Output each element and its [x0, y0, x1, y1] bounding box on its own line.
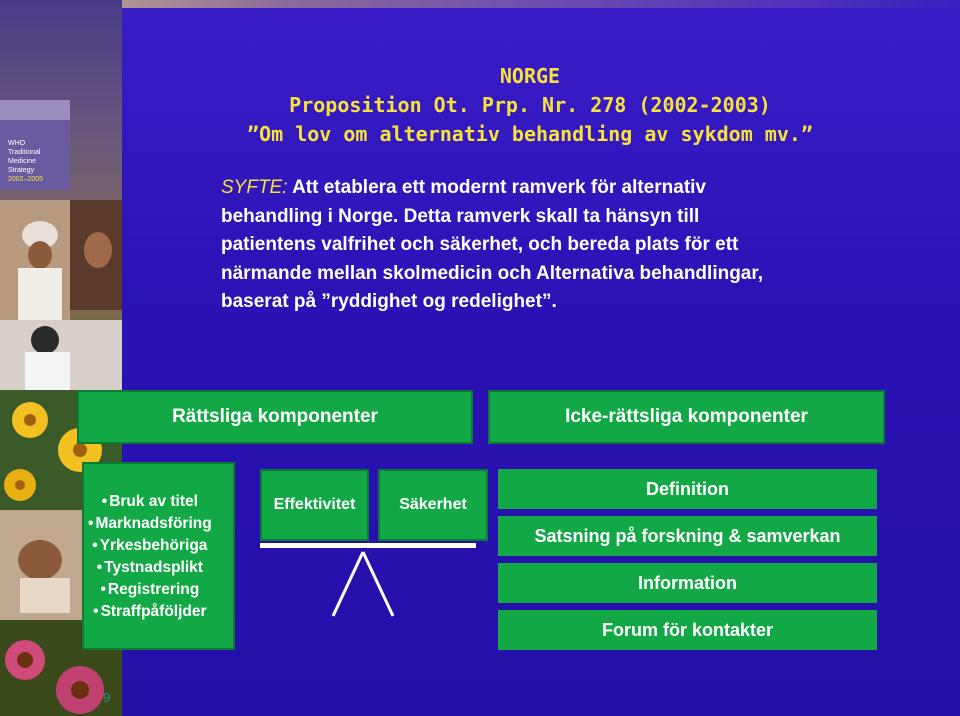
list-item: • Tystnadsplikt	[88, 557, 212, 579]
balance-beam	[260, 543, 476, 548]
purpose-line-2: behandling i Norge. Detta ramverk skall ta hänsyn till	[221, 205, 700, 227]
list-item: • Marknadsföring	[88, 513, 212, 535]
title-block	[170, 62, 890, 149]
nonlegal-item-label: Definition	[646, 478, 729, 499]
svg-text:2002–2005: 2002–2005	[8, 176, 44, 183]
balance-left-label: Effektivitet	[273, 496, 356, 513]
nonlegal-components-title: Icke-rättsliga komponenter	[565, 406, 808, 427]
top-decorative-band	[0, 0, 960, 8]
balance-right-label: Säkerhet	[399, 496, 467, 513]
proposition-title: Proposition Ot. Prp. Nr. 278 (2002-2003)	[289, 93, 771, 117]
page-number: 9	[103, 690, 111, 705]
purpose-line-4: närmande mellan skolmedicin och Alternativa behandlingar,	[221, 262, 764, 284]
svg-text:Medicine: Medicine	[8, 158, 37, 165]
balance-scale-icon	[255, 540, 495, 620]
nonlegal-components-header	[488, 390, 885, 444]
list-item: • Straffpåföljder	[88, 601, 212, 623]
legal-components-title: Rättsliga komponenter	[172, 406, 378, 427]
balance-leg-right	[363, 552, 393, 616]
purpose-line-3: patientens valfrihet och säkerhet, och bereda plats för ett	[221, 234, 739, 255]
balance-leg-left	[333, 552, 363, 616]
list-item: • Bruk av titel	[88, 491, 212, 513]
purpose-line-5: baserat på ”ryddighet og redelighet”.	[221, 291, 557, 312]
balance-right-box	[378, 469, 488, 541]
law-title: ”Om lov om alternativ behandling av sykdom mv.”	[247, 122, 813, 146]
legal-components-header	[77, 390, 473, 444]
nonlegal-item-forum	[498, 610, 877, 650]
nonlegal-item-label: Satsning på forskning & samverkan	[534, 525, 841, 546]
legal-items-list	[88, 491, 212, 623]
nonlegal-item-information	[498, 563, 877, 603]
legal-items-box	[82, 462, 235, 650]
svg-text:Traditional: Traditional	[8, 149, 41, 156]
list-item: • Yrkesbehöriga	[88, 535, 212, 557]
nonlegal-item-research	[498, 516, 877, 556]
purpose-line-1: Att etablera ett modernt ramverk för alternativ	[287, 177, 706, 198]
svg-text:Strategy: Strategy	[8, 167, 35, 174]
list-item: • Registrering	[88, 579, 212, 601]
purpose-paragraph	[221, 174, 921, 317]
nonlegal-item-label: Information	[638, 572, 737, 593]
nonlegal-item-definition	[498, 469, 877, 509]
country-title: NORGE	[499, 64, 561, 88]
purpose-label: SYFTE:	[221, 177, 288, 198]
balance-left-box	[260, 469, 369, 541]
cover-text-1: WHO	[8, 140, 26, 147]
nonlegal-item-label: Forum för kontakter	[601, 619, 774, 640]
